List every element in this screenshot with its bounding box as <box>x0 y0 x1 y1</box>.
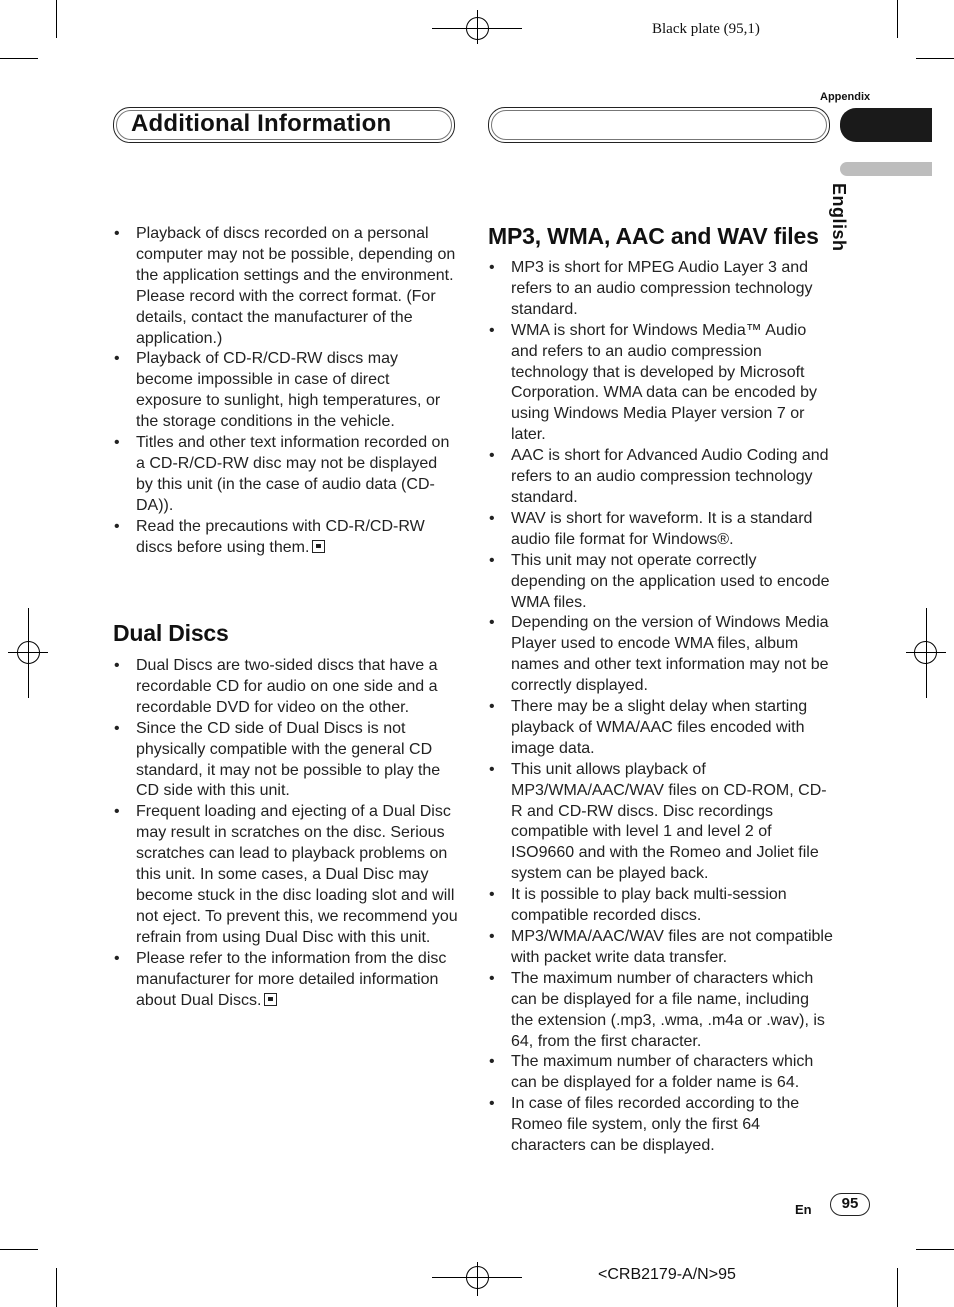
list-item: • This unit allows playback of MP3/WMA/AAC/WAV files on CD-ROM, CD-R and CD-RW discs. Disc recordings compatible with level 1 and level 2 of ISO9660 and with the Romeo and Joliet file system can be played back. <box>488 760 833 885</box>
end-mark-icon <box>264 993 277 1006</box>
blank-pill-inner <box>491 110 827 140</box>
list-item: • Titles and other text information recorded on a CD-R/CD-RW disc may not be displayed by this unit (in the case of audio data (CD-DA)). <box>113 433 458 517</box>
list-item: • It is possible to play back multi-session compatible recorded discs. <box>488 885 833 927</box>
list-item: • Read the precautions with CD-R/CD-RW discs before using them. <box>113 517 458 559</box>
list-item: • In case of files recorded according to the Romeo file system, only the first 64 characters can be displayed. <box>488 1094 833 1157</box>
dual-discs-list <box>113 656 458 1011</box>
list-item: • WMA is short for Windows Media™ Audio and refers to an audio compression technology that is developed by Microsoft Corporation. WMA data can be encoded by using Windows Media Player version 7 or later. <box>488 321 833 446</box>
mp3-list <box>488 258 833 1157</box>
left-column <box>113 224 458 559</box>
list-item: • There may be a slight delay when starting playback of WMA/AAC files encoded with image data. <box>488 697 833 760</box>
list-item: • This unit may not operate correctly depending on the application used to encode WMA files. <box>488 551 833 614</box>
list-item: • Frequent loading and ejecting of a Dual Disc may result in scratches on the disc. Serious scratches can lead to playback problems on this unit. In some cases, a Dual Disc may become stuck in the disc loading slot and will not eject. To prevent this, we recommend you refrain from using Dual Disc with this unit. <box>113 802 458 948</box>
list-item: • Depending on the version of Windows Media Player used to encode WMA files, album names and other text information may not be correctly displayed. <box>488 613 833 697</box>
list-item: • Since the CD side of Dual Discs is not physically compatible with the general CD standard, it may not be possible to play the CD side with this unit. <box>113 719 458 803</box>
chapter-tab <box>840 108 932 142</box>
language-tab-label: English <box>829 183 849 252</box>
plate-label: Black plate (95,1) <box>652 21 760 37</box>
appendix-label: Appendix <box>820 91 871 103</box>
list-item: • WAV is short for waveform. It is a standard audio file format for Windows®. <box>488 509 833 551</box>
list-item: • Playback of discs recorded on a personal computer may not be possible, depending on the application settings and the environment. Please record with the correct format. (For details, contact the manufacturer of the application.) <box>113 224 458 349</box>
intro-list <box>113 224 458 559</box>
list-item: • Dual Discs are two-sided discs that have a recordable CD for audio on one side and a recordable DVD for video on the other. <box>113 656 458 719</box>
list-item: • MP3/WMA/AAC/WAV files are not compatible with packet write data transfer. <box>488 927 833 969</box>
list-item: • MP3 is short for MPEG Audio Layer 3 and refers to an audio compression technology standard. <box>488 258 833 321</box>
dual-discs-heading: Dual Discs <box>113 620 229 646</box>
list-item: • The maximum number of characters which can be displayed for a folder name is 64. <box>488 1052 833 1094</box>
list-item: • Playback of CD-R/CD-RW discs may become impossible in case of direct exposure to sunlight, high temperatures, or the storage conditions in the vehicle. <box>113 349 458 433</box>
section-title: Additional Information <box>131 110 392 137</box>
language-code: En <box>795 1202 812 1217</box>
list-item: • Please refer to the information from the disc manufacturer for more detailed information about Dual Discs. <box>113 949 458 1012</box>
page-number: 95 <box>830 1193 870 1216</box>
document-code: <CRB2179-A/N>95 <box>598 1266 736 1283</box>
list-item: • The maximum number of characters which can be displayed for a file name, including the extension (.mp3, .wma, .m4a or .wav), is 64, from the first character. <box>488 969 833 1053</box>
end-mark-icon <box>312 540 325 553</box>
dual-discs-section <box>113 656 458 1011</box>
language-tab-bar <box>840 162 932 176</box>
list-item: • AAC is short for Advanced Audio Coding and refers to an audio compression technology standard. <box>488 446 833 509</box>
mp3-heading: MP3, WMA, AAC and WAV files <box>488 223 819 249</box>
right-column <box>488 258 833 1157</box>
